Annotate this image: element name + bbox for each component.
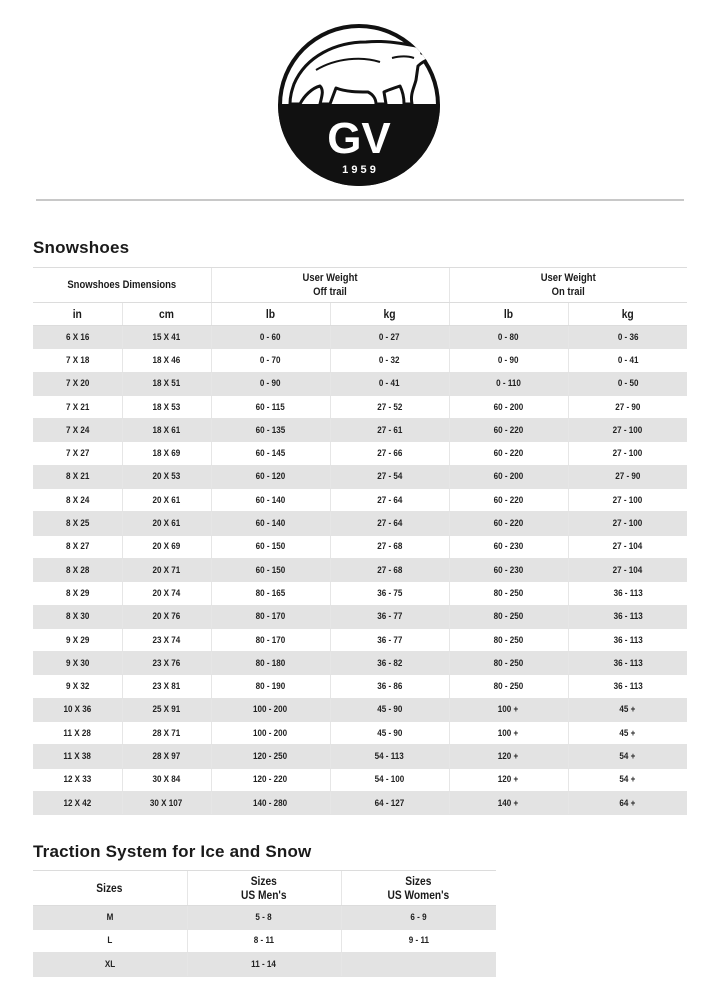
table-row	[33, 326, 687, 349]
table-row	[33, 929, 496, 953]
on-trail-lb-cell: 120 +	[449, 745, 568, 768]
header-snowshoes-dimensions: Snowshoes Dimensions	[45, 268, 198, 303]
table-row	[33, 442, 687, 465]
cm-cell: 30 X 84	[122, 768, 211, 791]
table-row	[33, 745, 687, 768]
on-trail-kg-cell: 27 - 100	[568, 489, 687, 512]
snowshoes-title: Snowshoes	[33, 238, 130, 257]
table-row	[33, 605, 687, 628]
table-row	[33, 698, 687, 721]
in-cell: 8 X 21	[33, 465, 122, 488]
off-trail-lb-cell: 120 - 250	[211, 745, 330, 768]
cm-cell: 28 X 97	[122, 745, 211, 768]
on-trail-kg-cell: 27 - 104	[568, 558, 687, 581]
cm-cell: 18 X 51	[122, 372, 211, 395]
in-cell: 9 X 29	[33, 628, 122, 651]
on-trail-kg-cell: 27 - 100	[568, 512, 687, 535]
off-trail-lb-cell: 100 - 200	[211, 698, 330, 721]
in-cell: 8 X 24	[33, 489, 122, 512]
off-trail-kg-cell: 36 - 75	[330, 582, 449, 605]
on-trail-kg-cell: 27 - 100	[568, 442, 687, 465]
on-trail-lb-cell: 80 - 250	[449, 582, 568, 605]
header-sizes-us-womens: Sizes US Women's	[341, 871, 496, 906]
off-trail-kg-cell: 0 - 27	[330, 326, 449, 349]
off-trail-kg-cell: 0 - 41	[330, 372, 449, 395]
table-row	[33, 349, 687, 372]
on-trail-lb-cell: 60 - 220	[449, 512, 568, 535]
cm-cell: 20 X 74	[122, 582, 211, 605]
table-row	[33, 791, 687, 814]
us-womens-cell	[341, 953, 496, 977]
off-trail-kg-cell: 36 - 77	[330, 605, 449, 628]
table-row	[33, 512, 687, 535]
on-trail-kg-cell: 27 - 104	[568, 535, 687, 558]
on-trail-lb-cell: 60 - 220	[449, 489, 568, 512]
off-trail-lb-cell: 0 - 70	[211, 349, 330, 372]
in-cell: 7 X 27	[33, 442, 122, 465]
off-trail-lb-cell: 0 - 90	[211, 372, 330, 395]
table-row	[33, 489, 687, 512]
cm-cell: 30 X 107	[122, 791, 211, 814]
table-row	[33, 906, 496, 930]
on-trail-kg-cell: 54 +	[568, 768, 687, 791]
on-trail-lb-cell: 60 - 220	[449, 419, 568, 442]
cm-cell: 20 X 61	[122, 512, 211, 535]
off-trail-lb-cell: 100 - 200	[211, 722, 330, 745]
on-trail-lb-cell: 80 - 250	[449, 675, 568, 698]
table-row	[33, 722, 687, 745]
on-trail-lb-cell: 60 - 230	[449, 558, 568, 581]
off-trail-lb-cell: 60 - 115	[211, 395, 330, 418]
off-trail-kg-cell: 27 - 66	[330, 442, 449, 465]
in-cell: 8 X 27	[33, 535, 122, 558]
off-trail-kg-cell: 27 - 61	[330, 419, 449, 442]
off-trail-kg-cell: 36 - 82	[330, 652, 449, 675]
on-trail-lb-cell: 0 - 90	[449, 349, 568, 372]
in-cell: 8 X 28	[33, 558, 122, 581]
in-cell: 7 X 24	[33, 419, 122, 442]
unit-header-kg-on: kg	[576, 303, 678, 326]
logo-year: 1 9 5 9	[342, 164, 376, 176]
off-trail-kg-cell: 64 - 127	[330, 791, 449, 814]
off-trail-lb-cell: 60 - 140	[211, 512, 330, 535]
on-trail-kg-cell: 27 - 90	[568, 465, 687, 488]
off-trail-kg-cell: 54 - 100	[330, 768, 449, 791]
off-trail-lb-cell: 60 - 120	[211, 465, 330, 488]
cm-cell: 28 X 71	[122, 722, 211, 745]
in-cell: 12 X 42	[33, 791, 122, 814]
logo-initials: GV	[327, 114, 391, 163]
on-trail-lb-cell: 60 - 200	[449, 395, 568, 418]
in-cell: 9 X 32	[33, 675, 122, 698]
on-trail-lb-cell: 100 +	[449, 698, 568, 721]
cm-cell: 18 X 53	[122, 395, 211, 418]
on-trail-lb-cell: 120 +	[449, 768, 568, 791]
us-womens-cell: 6 - 9	[341, 906, 496, 930]
table-row	[33, 419, 687, 442]
on-trail-lb-cell: 100 +	[449, 722, 568, 745]
off-trail-kg-cell: 0 - 32	[330, 349, 449, 372]
on-trail-lb-cell: 80 - 250	[449, 652, 568, 675]
on-trail-kg-cell: 45 +	[568, 722, 687, 745]
on-trail-lb-cell: 60 - 200	[449, 465, 568, 488]
off-trail-lb-cell: 0 - 60	[211, 326, 330, 349]
on-trail-lb-cell: 80 - 250	[449, 628, 568, 651]
in-cell: 12 X 33	[33, 768, 122, 791]
us-mens-cell: 8 - 11	[187, 929, 341, 953]
off-trail-lb-cell: 80 - 190	[211, 675, 330, 698]
off-trail-lb-cell: 140 - 280	[211, 791, 330, 814]
on-trail-kg-cell: 64 +	[568, 791, 687, 814]
table-row	[33, 465, 687, 488]
off-trail-kg-cell: 27 - 68	[330, 558, 449, 581]
table-row	[33, 652, 687, 675]
off-trail-kg-cell: 27 - 52	[330, 395, 449, 418]
off-trail-kg-cell: 27 - 68	[330, 535, 449, 558]
off-trail-lb-cell: 60 - 140	[211, 489, 330, 512]
off-trail-kg-cell: 45 - 90	[330, 698, 449, 721]
on-trail-lb-cell: 0 - 110	[449, 372, 568, 395]
off-trail-lb-cell: 120 - 220	[211, 768, 330, 791]
header-sizes: Sizes	[33, 871, 187, 906]
size-cell: M	[33, 906, 187, 930]
table-row	[33, 628, 687, 651]
in-cell: 10 X 36	[33, 698, 122, 721]
in-cell: 11 X 38	[33, 745, 122, 768]
cm-cell: 25 X 91	[122, 698, 211, 721]
on-trail-kg-cell: 36 - 113	[568, 675, 687, 698]
off-trail-lb-cell: 80 - 180	[211, 652, 330, 675]
gv-polar-bear-logo	[276, 22, 442, 188]
in-cell: 7 X 20	[33, 372, 122, 395]
on-trail-kg-cell: 36 - 113	[568, 582, 687, 605]
cm-cell: 23 X 81	[122, 675, 211, 698]
off-trail-kg-cell: 27 - 64	[330, 489, 449, 512]
on-trail-kg-cell: 45 +	[568, 698, 687, 721]
unit-header-kg-off: kg	[338, 303, 440, 326]
in-cell: 8 X 30	[33, 605, 122, 628]
off-trail-kg-cell: 36 - 77	[330, 628, 449, 651]
table-row	[33, 372, 687, 395]
table-row	[33, 395, 687, 418]
cm-cell: 18 X 61	[122, 419, 211, 442]
in-cell: 7 X 21	[33, 395, 122, 418]
on-trail-kg-cell: 0 - 41	[568, 349, 687, 372]
table-row	[33, 558, 687, 581]
size-cell: L	[33, 929, 187, 953]
on-trail-kg-cell: 0 - 50	[568, 372, 687, 395]
off-trail-lb-cell: 80 - 165	[211, 582, 330, 605]
off-trail-kg-cell: 27 - 54	[330, 465, 449, 488]
on-trail-kg-cell: 36 - 113	[568, 628, 687, 651]
header-user-weight-on-trail: User Weight On trail	[466, 268, 671, 303]
unit-header-cm: cm	[128, 303, 205, 326]
off-trail-kg-cell: 36 - 86	[330, 675, 449, 698]
in-cell: 8 X 25	[33, 512, 122, 535]
table-row	[33, 582, 687, 605]
unit-header-lb-on: lb	[457, 303, 559, 326]
in-cell: 7 X 18	[33, 349, 122, 372]
unit-header-in: in	[39, 303, 116, 326]
header-user-weight-off-trail: User Weight Off trail	[228, 268, 433, 303]
us-womens-cell: 9 - 11	[341, 929, 496, 953]
off-trail-lb-cell: 80 - 170	[211, 605, 330, 628]
us-mens-cell: 11 - 14	[187, 953, 341, 977]
cm-cell: 18 X 46	[122, 349, 211, 372]
on-trail-lb-cell: 0 - 80	[449, 326, 568, 349]
on-trail-kg-cell: 0 - 36	[568, 326, 687, 349]
cm-cell: 20 X 53	[122, 465, 211, 488]
off-trail-kg-cell: 45 - 90	[330, 722, 449, 745]
off-trail-kg-cell: 27 - 64	[330, 512, 449, 535]
size-cell: XL	[33, 953, 187, 977]
traction-table	[33, 870, 496, 977]
table-row	[33, 953, 496, 977]
off-trail-lb-cell: 60 - 150	[211, 558, 330, 581]
on-trail-lb-cell: 140 +	[449, 791, 568, 814]
header-divider	[36, 199, 684, 201]
cm-cell: 20 X 61	[122, 489, 211, 512]
header-sizes-us-mens: Sizes US Men's	[187, 871, 341, 906]
on-trail-kg-cell: 27 - 100	[568, 419, 687, 442]
cm-cell: 23 X 74	[122, 628, 211, 651]
cm-cell: 20 X 76	[122, 605, 211, 628]
cm-cell: 20 X 69	[122, 535, 211, 558]
cm-cell: 20 X 71	[122, 558, 211, 581]
off-trail-lb-cell: 60 - 145	[211, 442, 330, 465]
table-row	[33, 535, 687, 558]
off-trail-kg-cell: 54 - 113	[330, 745, 449, 768]
on-trail-lb-cell: 80 - 250	[449, 605, 568, 628]
snowshoes-table	[33, 267, 687, 815]
cm-cell: 18 X 69	[122, 442, 211, 465]
cm-cell: 23 X 76	[122, 652, 211, 675]
us-mens-cell: 5 - 8	[187, 906, 341, 930]
on-trail-kg-cell: 54 +	[568, 745, 687, 768]
in-cell: 9 X 30	[33, 652, 122, 675]
in-cell: 8 X 29	[33, 582, 122, 605]
traction-title: Traction System for Ice and Snow	[33, 842, 312, 861]
on-trail-kg-cell: 36 - 113	[568, 605, 687, 628]
on-trail-kg-cell: 27 - 90	[568, 395, 687, 418]
on-trail-lb-cell: 60 - 230	[449, 535, 568, 558]
off-trail-lb-cell: 80 - 170	[211, 628, 330, 651]
cm-cell: 15 X 41	[122, 326, 211, 349]
on-trail-lb-cell: 60 - 220	[449, 442, 568, 465]
unit-header-lb-off: lb	[219, 303, 321, 326]
on-trail-kg-cell: 36 - 113	[568, 652, 687, 675]
in-cell: 11 X 28	[33, 722, 122, 745]
table-row	[33, 768, 687, 791]
in-cell: 6 X 16	[33, 326, 122, 349]
off-trail-lb-cell: 60 - 135	[211, 419, 330, 442]
table-row	[33, 675, 687, 698]
off-trail-lb-cell: 60 - 150	[211, 535, 330, 558]
